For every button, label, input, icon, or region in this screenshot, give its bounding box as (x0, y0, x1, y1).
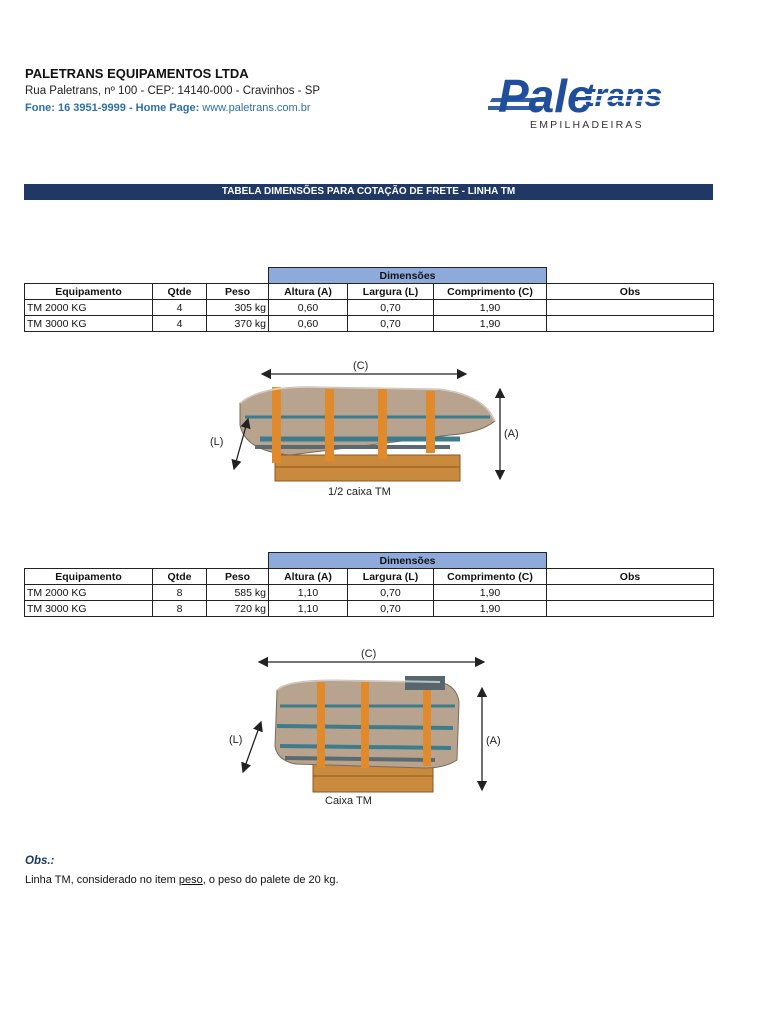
table-header-row (25, 284, 714, 300)
cell-qtde: 4 (153, 300, 207, 316)
cell-comprimento: 1,90 (434, 300, 547, 316)
cell-altura: 1,10 (269, 601, 348, 617)
dimensions-table-half-box (24, 267, 714, 332)
col-obs: Obs (547, 569, 714, 585)
label-c: (C) (353, 360, 369, 372)
page-title-banner: TABELA DIMENSÕES PARA COTAÇÃO DE FRETE - LINHA TM (24, 184, 713, 200)
col-equipamento: Equipamento (25, 569, 153, 585)
label-c: (C) (361, 648, 377, 660)
company-name: PALETRANS EQUIPAMENTOS LTDA (25, 66, 249, 81)
cell-equipamento: TM 3000 KG (25, 316, 153, 332)
col-altura: Altura (A) (269, 284, 348, 300)
cell-equipamento: TM 2000 KG (25, 585, 153, 601)
cell-largura: 0,70 (348, 585, 434, 601)
table-row (25, 585, 714, 601)
cell-qtde: 8 (153, 601, 207, 617)
half-box-photo (200, 355, 540, 505)
cell-peso: 585 kg (207, 585, 269, 601)
cell-peso: 720 kg (207, 601, 269, 617)
cell-peso: 305 kg (207, 300, 269, 316)
cell-qtde: 8 (153, 585, 207, 601)
contact-url[interactable]: www.paletrans.com.br (202, 102, 311, 114)
col-equipamento: Equipamento (25, 284, 153, 300)
cell-equipamento: TM 2000 KG (25, 300, 153, 316)
cell-obs (547, 585, 714, 601)
cell-obs (547, 316, 714, 332)
full-box-photo (225, 642, 515, 814)
cell-altura: 0,60 (269, 300, 348, 316)
col-comprimento: Comprimento (C) (434, 284, 547, 300)
cell-altura: 1,10 (269, 585, 348, 601)
logo-brand: Pale (498, 70, 593, 122)
col-largura: Largura (L) (348, 569, 434, 585)
label-l: (L) (229, 734, 243, 746)
table-row (25, 601, 714, 617)
col-obs: Obs (547, 284, 714, 300)
col-altura: Altura (A) (269, 569, 348, 585)
cell-largura: 0,70 (348, 316, 434, 332)
col-peso: Peso (207, 284, 269, 300)
cell-obs (547, 300, 714, 316)
figure-caption: 1/2 caixa TM (328, 486, 391, 498)
obs-label: Obs.: (25, 855, 55, 867)
cell-comprimento: 1,90 (434, 601, 547, 617)
table-row (25, 300, 714, 316)
obs-text-after: , o peso do palete de 20 kg. (202, 874, 339, 886)
col-qtde: Qtde (153, 569, 207, 585)
figure-caption: Caixa TM (325, 795, 372, 807)
company-address: Rua Paletrans, nº 100 - CEP: 14140-000 - Cravinhos - SP (25, 85, 321, 97)
col-largura: Largura (L) (348, 284, 434, 300)
col-qtde: Qtde (153, 284, 207, 300)
cell-peso: 370 kg (207, 316, 269, 332)
cell-largura: 0,70 (348, 300, 434, 316)
label-a: (A) (486, 735, 501, 747)
dimensions-table-full-box (24, 552, 714, 617)
cell-comprimento: 1,90 (434, 585, 547, 601)
col-comprimento: Comprimento (C) (434, 569, 547, 585)
cell-altura: 0,60 (269, 316, 348, 332)
paletrans-logo (488, 60, 698, 134)
cell-comprimento: 1,90 (434, 316, 547, 332)
company-contact (25, 102, 311, 114)
cell-equipamento: TM 3000 KG (25, 601, 153, 617)
obs-text-underlined: peso (178, 874, 203, 886)
dimensions-group-header: Dimensões (269, 268, 547, 284)
col-peso: Peso (207, 569, 269, 585)
obs-text-before: Linha TM, considerado no item (25, 874, 179, 886)
logo-brand-suffix: trans (584, 77, 663, 113)
label-a: (A) (504, 428, 519, 440)
obs-text (25, 874, 339, 886)
dimensions-group-header: Dimensões (269, 553, 547, 569)
table-header-row (25, 569, 714, 585)
logo-tagline: EMPILHADEIRAS (530, 119, 644, 131)
cell-obs (547, 601, 714, 617)
table-row (25, 316, 714, 332)
contact-phone: Fone: 16 3951-9999 - Home Page: (25, 102, 203, 114)
label-l: (L) (210, 436, 224, 448)
cell-qtde: 4 (153, 316, 207, 332)
cell-largura: 0,70 (348, 601, 434, 617)
